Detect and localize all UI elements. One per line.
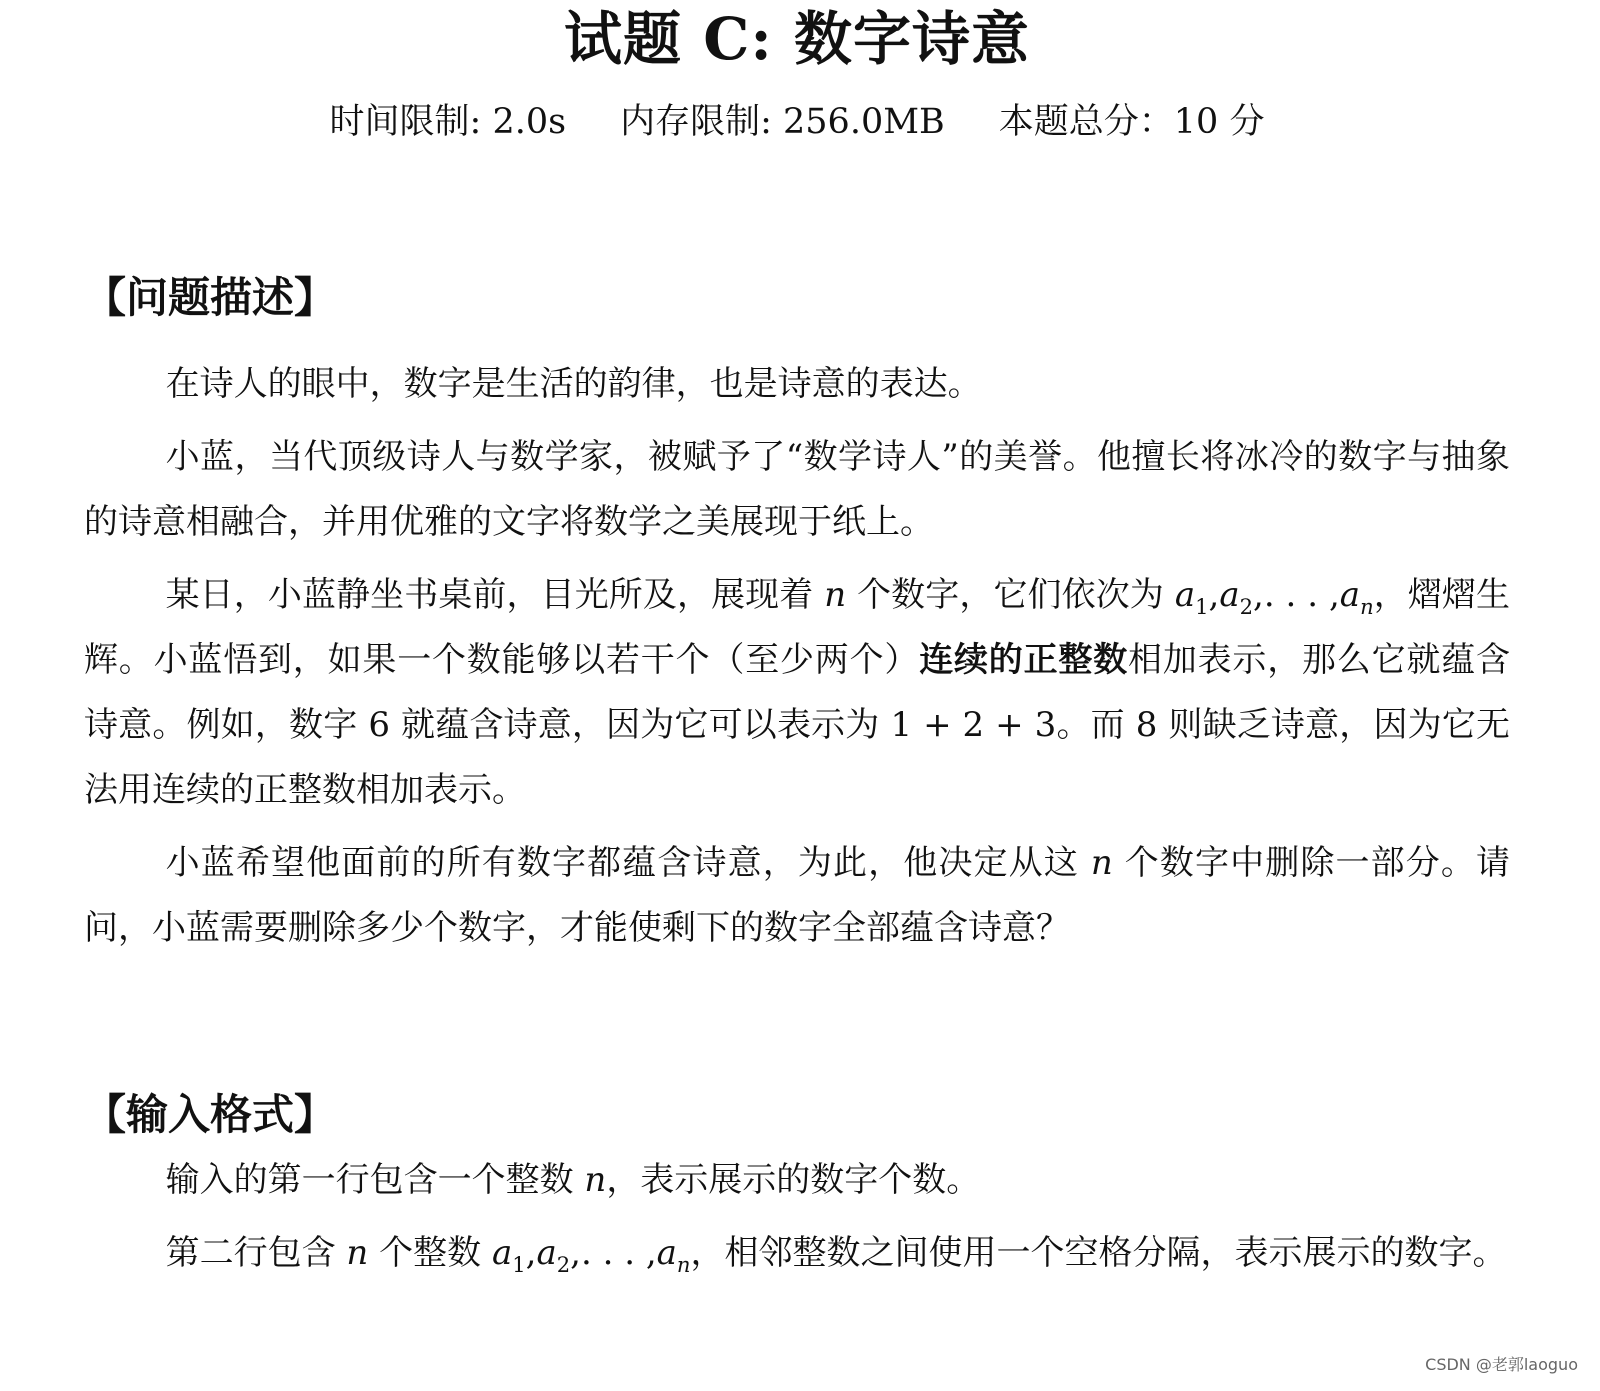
input-format-heading: 【输入格式】 <box>84 1090 337 1139</box>
time-limit: 时间限制: 2.0s <box>329 102 567 142</box>
title-letter: C: <box>703 5 773 73</box>
problem-paragraph-2: 小蓝，当代顶级诗人与数学家，被赋予了“数学诗人”的美誉。他擅长将冰冷的数字与抽象的诗意相融合，并用优雅的文字将数学之美展现于纸上。 <box>84 437 1510 542</box>
in2-text-before-n: 第二行包含 <box>165 1233 347 1273</box>
p4-text-before-n: 小蓝希望他面前的所有数字都蕴含诗意，为此，他决定从这 <box>165 843 1091 883</box>
p3-seq-dots: . . . , <box>1263 575 1340 615</box>
limits-line <box>84 98 1510 146</box>
problem-description-heading: 【问题描述】 <box>84 273 337 322</box>
problem-description-body <box>84 352 1510 961</box>
p3-seq-comma-2: , <box>1253 575 1264 615</box>
problem-title <box>84 0 1510 76</box>
in2-text-after-n: 个整数 <box>368 1233 492 1273</box>
p3-seq-a1: a <box>1174 575 1196 615</box>
problem-paragraph-1: 在诗人的眼中，数字是生活的韵律，也是诗意的表达。 <box>165 364 982 404</box>
p3-seq-an: a <box>1339 575 1361 615</box>
input-format-body <box>84 1148 1510 1286</box>
in2-text-after-seq: ，相邻整数之间使用一个空格分隔，表示展示的数字。 <box>690 1233 1507 1273</box>
in2-seq-a2: a <box>536 1233 557 1273</box>
in2-seq-sub-1: 1 <box>512 1251 526 1277</box>
p3-seq-sub-n: n <box>1360 593 1374 619</box>
in2-seq-an: a <box>656 1233 677 1273</box>
problem-paragraph-3 <box>84 563 1510 823</box>
in1-text-before-n: 输入的第一行包含一个整数 <box>165 1160 585 1200</box>
p3-seq-a2: a <box>1219 575 1240 615</box>
title-prefix: 试题 <box>564 5 704 73</box>
problem-paragraph-4 <box>84 831 1510 961</box>
in2-seq-dots: . . . , <box>580 1233 657 1273</box>
in1-text-after-n: ，表示展示的数字个数。 <box>606 1160 981 1200</box>
csdn-watermark: CSDN @老郭laoguo <box>1425 1355 1578 1374</box>
p3-seq-comma-1: , <box>1208 575 1220 615</box>
in2-var-n: n <box>346 1233 369 1273</box>
in2-seq-comma-2: , <box>570 1233 581 1273</box>
p3-sequence <box>1174 575 1374 619</box>
p3-text-after-bold: 相加表示，那么它就蕴含诗意。例如，数字 6 就蕴含诗意，因为它可以表示为 1 + 2 + 3。而 8 则缺乏诗意，因为它无法用连续的正整数相加表示。 <box>84 640 1511 810</box>
p3-text-after-seq: ，熠熠生辉。小蓝悟到，如果一个数能够以若干个（至少两个） <box>84 575 1511 680</box>
p3-text-after-n: 个数字，它们依次为 <box>846 575 1175 615</box>
in2-seq-sub-2: 2 <box>556 1251 571 1277</box>
input-paragraph-2 <box>84 1221 1510 1286</box>
memory-limit: 内存限制: 256.0MB <box>620 102 945 142</box>
in2-seq-sub-n: n <box>676 1251 691 1277</box>
in1-var-n: n <box>584 1160 607 1200</box>
in2-seq-a1: a <box>491 1233 513 1273</box>
p3-var-n: n <box>824 575 847 615</box>
p3-seq-sub-1: 1 <box>1195 593 1209 619</box>
p4-var-n: n <box>1090 843 1113 883</box>
in2-sequence <box>491 1233 691 1277</box>
input-paragraph-1 <box>84 1148 1510 1213</box>
title-name: 数字诗意 <box>772 5 1030 73</box>
p4-text-after-n: 个数字中删除一部分。请问，小蓝需要删除多少个数字，才能使剩下的数字全部蕴含诗意？ <box>84 843 1510 948</box>
p3-text-before-n: 某日，小蓝静坐书桌前，目光所及，展现着 <box>165 575 825 615</box>
p3-seq-sub-2: 2 <box>1239 593 1254 619</box>
problem-page <box>84 0 1511 1277</box>
total-score: 本题总分：10 分 <box>998 102 1265 142</box>
in2-seq-comma-1: , <box>525 1233 537 1273</box>
p3-bold-term: 连续的正整数 <box>919 640 1129 680</box>
